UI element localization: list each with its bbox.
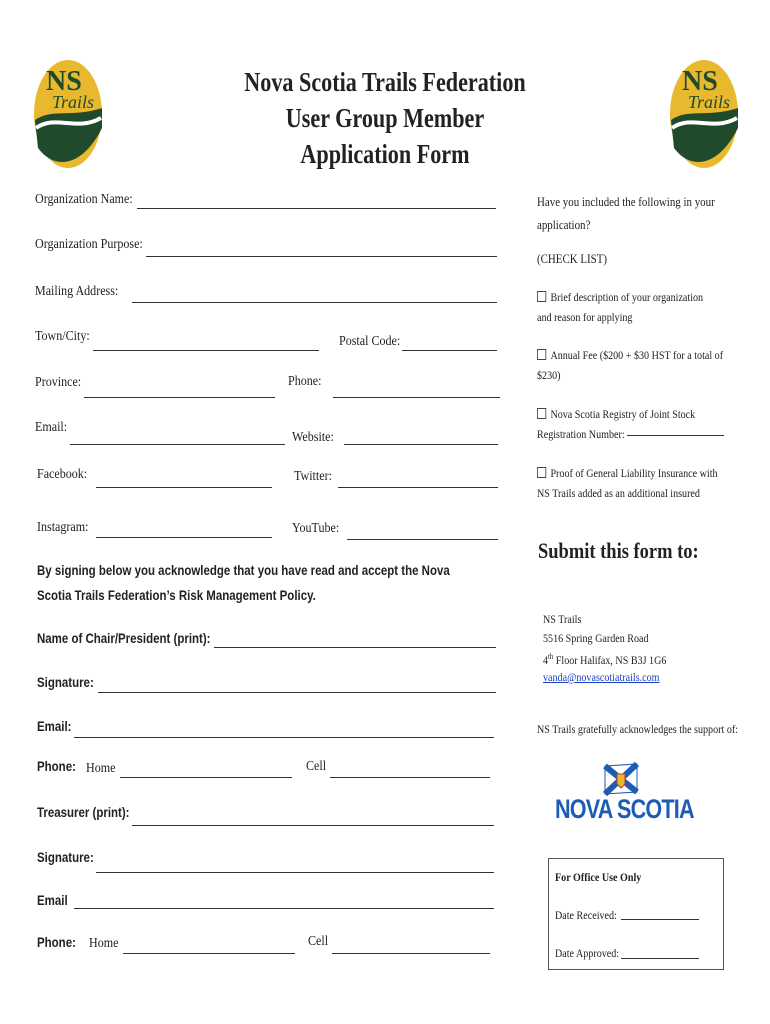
office-use-box [548, 858, 724, 970]
home-1-label: Home [86, 761, 116, 776]
email-field[interactable] [70, 444, 285, 445]
cell-2-field[interactable] [332, 953, 490, 954]
treasurer-label: Treasurer (print): [37, 804, 130, 820]
checkbox[interactable] [537, 349, 546, 360]
email-2-label: Email [37, 892, 68, 908]
submit-email [543, 667, 659, 687]
phone-label: Phone: [288, 374, 322, 389]
youtube-label: YouTube: [292, 521, 340, 536]
floor-number: 4 [543, 653, 549, 667]
title-line-2: User Group Member [285, 103, 485, 133]
checklist-heading: (CHECK LIST) [537, 251, 608, 266]
signature-1-label: Signature: [37, 674, 94, 690]
logo-trails-text: Trails [688, 92, 731, 112]
checklist-item-2-l2: $230) [537, 368, 561, 382]
checkbox[interactable] [537, 408, 546, 419]
title-line-3: Application Form [300, 139, 470, 169]
home-2-field[interactable] [123, 953, 295, 954]
logo-ns-text: NS [46, 66, 82, 97]
mailing-address-field[interactable] [132, 302, 497, 303]
province-field[interactable] [84, 397, 275, 398]
home-2-label: Home [89, 936, 119, 951]
twitter-label: Twitter: [294, 469, 332, 484]
mailing-address-label: Mailing Address: [35, 284, 119, 299]
phone-field[interactable] [333, 397, 500, 398]
phone-2-label: Phone: [37, 934, 76, 950]
youtube-field[interactable] [347, 539, 498, 540]
org-purpose-label: Organization Purpose: [35, 237, 143, 252]
date-approved-label: Date Approved: [555, 946, 620, 960]
home-1-field[interactable] [120, 777, 292, 778]
checklist-item-3-l1: Nova Scotia Registry of Joint Stock [550, 407, 696, 421]
checkbox[interactable] [537, 291, 546, 302]
submit-heading: Submit this form to: [538, 538, 699, 563]
website-label: Website: [292, 430, 334, 445]
postal-code-field[interactable] [402, 350, 497, 351]
signature-2-field[interactable] [96, 872, 494, 873]
facebook-label: Facebook: [37, 467, 88, 482]
phone-1-label: Phone: [37, 758, 76, 774]
date-approved-field[interactable] [621, 958, 699, 959]
checklist-item-2-l1: Annual Fee ($200 + $30 HST for a total of [550, 348, 724, 362]
chair-label: Name of Chair/President (print): [37, 630, 211, 646]
checklist-item-1-l2: and reason for applying [537, 310, 633, 324]
ack-line-1: By signing below you acknowledge that you have read and accept the Nova [37, 562, 450, 578]
checkbox[interactable] [537, 467, 546, 478]
email-2-field[interactable] [74, 908, 494, 909]
signature-1-field[interactable] [98, 692, 496, 693]
date-received-field[interactable] [621, 919, 699, 920]
checklist-intro-1: Have you included the following in your [537, 194, 715, 209]
website-field[interactable] [344, 444, 498, 445]
email-1-field[interactable] [74, 737, 494, 738]
date-received-label: Date Received: [555, 908, 617, 922]
province-label: Province: [35, 375, 82, 390]
checklist-item-1 [537, 287, 703, 327]
org-name-label: Organization Name: [35, 192, 133, 207]
checklist-item-4-l1: Proof of General Liability Insurance with [550, 466, 718, 480]
checklist-item-3-l2: Registration Number: [537, 427, 625, 441]
org-purpose-field[interactable] [146, 256, 497, 257]
submit-street: 5516 Spring Garden Road [543, 631, 649, 645]
email-1-label: Email: [37, 718, 72, 734]
postal-code-label: Postal Code: [339, 334, 401, 349]
nova-scotia-flag-icon [603, 762, 639, 796]
checklist-intro-2: application? [537, 217, 591, 232]
nova-scotia-logo [555, 762, 705, 828]
org-name-field[interactable] [137, 208, 496, 209]
checklist-item-3 [537, 404, 695, 444]
cell-1-label: Cell [306, 759, 327, 774]
facebook-field[interactable] [96, 487, 272, 488]
office-heading: For Office Use Only [555, 870, 642, 884]
twitter-field[interactable] [338, 487, 498, 488]
ack-line-2: Scotia Trails Federation’s Risk Management Policy. [37, 587, 316, 603]
floor-rest: Floor Halifax, NS B3J 1G6 [553, 653, 667, 667]
logo-trails-text: Trails [52, 92, 95, 112]
cell-1-field[interactable] [330, 777, 490, 778]
floor-superscript: th [548, 652, 554, 661]
chair-field[interactable] [214, 647, 496, 648]
checklist-item-1-l1: Brief description of your organization [550, 290, 704, 304]
checklist-item-2 [537, 345, 723, 385]
submit-email-link[interactable]: vanda@novascotiatrails.com [543, 670, 660, 684]
registration-number-field[interactable] [627, 435, 724, 436]
logo-ns-text: NS [682, 66, 718, 97]
checklist-item-4-l2: NS Trails added as an additional insured [537, 486, 700, 500]
support-text: NS Trails gratefully acknowledges the support of: [537, 722, 739, 736]
nova-scotia-logo-text: NOVA SCOTIA [555, 794, 694, 824]
treasurer-field[interactable] [132, 825, 494, 826]
instagram-label: Instagram: [37, 520, 89, 535]
instagram-field[interactable] [96, 537, 272, 538]
signature-2-label: Signature: [37, 849, 94, 865]
submit-name: NS Trails [543, 612, 582, 626]
title-line-1: Nova Scotia Trails Federation [244, 67, 526, 97]
town-city-label: Town/City: [35, 329, 90, 344]
email-label: Email: [35, 420, 68, 435]
checklist-item-4 [537, 463, 718, 503]
town-city-field[interactable] [93, 350, 319, 351]
cell-2-label: Cell [308, 934, 329, 949]
